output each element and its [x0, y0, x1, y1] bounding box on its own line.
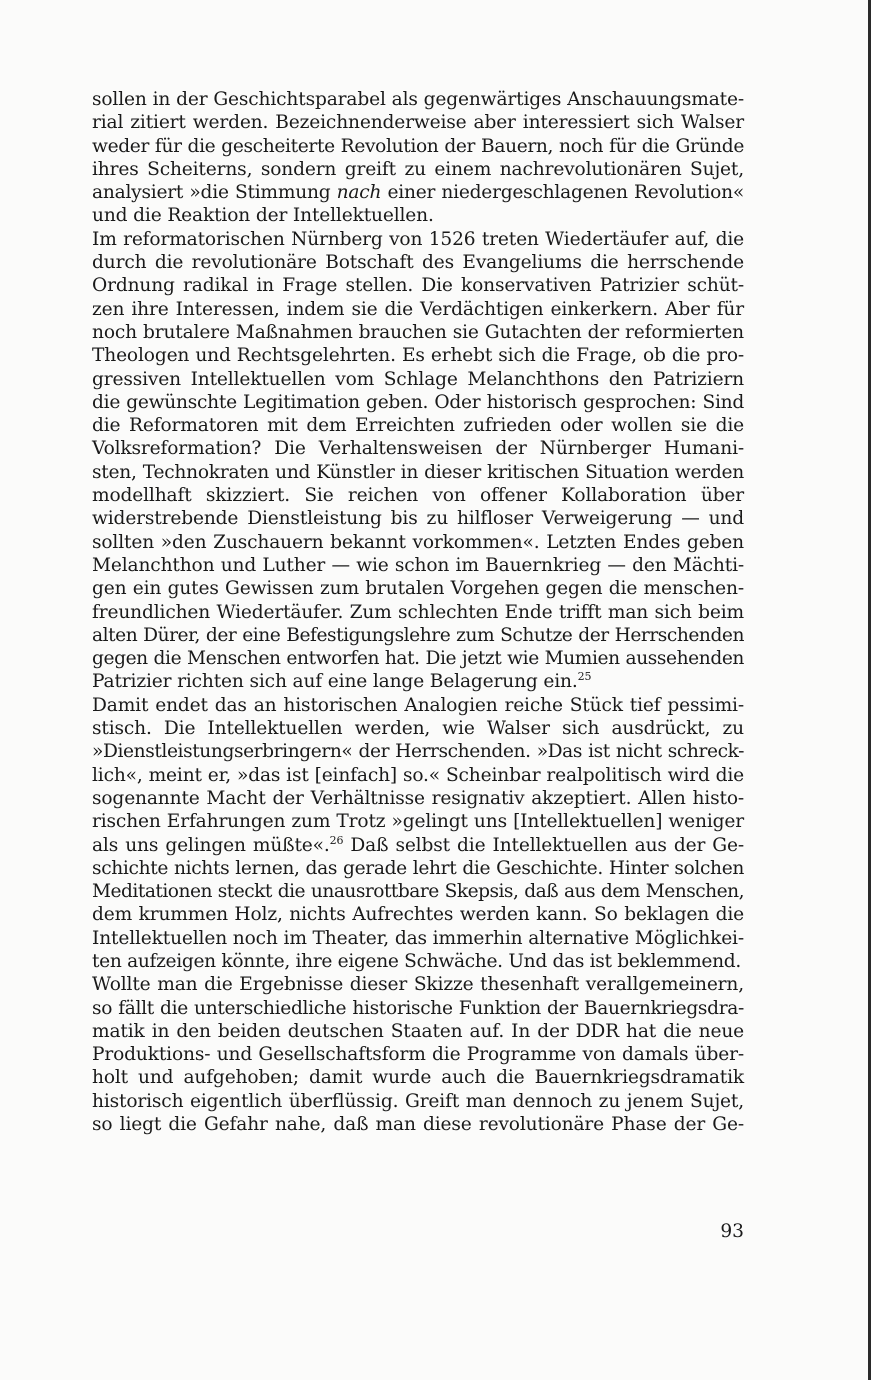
text-line: noch brutalere Maßnahmen brauchen sie Gutachten der reformierten [92, 321, 744, 343]
text-segment: Daß selbst die Intellektuellen aus der Ge- [343, 834, 744, 856]
text-line: die gewünschte Legitimation geben. Oder historisch gesprochen: Sind [92, 391, 744, 413]
footnote-marker: 26 [329, 833, 344, 847]
text-line: freundlichen Wiedertäufer. Zum schlechten Ende trifft man sich beim [92, 601, 744, 623]
text-line: lich«, meint er, »das ist [einfach] so.« Scheinbar realpolitisch wird die [92, 764, 744, 786]
emphasis-text: nach [336, 182, 382, 204]
text-line: rial zitiert werden. Bezeichnenderweise aber interessiert sich Walser [92, 112, 744, 134]
text-line: sten, Technokraten und Künstler in dieser kritischen Situation werden [92, 461, 744, 483]
text-line: alten Dürer, der eine Befestigungslehre zum Schutze der Herrschenden [92, 624, 744, 646]
text-line: so fällt die unterschiedliche historische Funktion der Bauernkriegsdra- [92, 997, 744, 1019]
text-line: Theologen und Rechtsgelehrten. Es erhebt sich die Frage, ob die pro- [92, 345, 744, 367]
text-line: zen ihre Interessen, indem sie die Verdächtigen einkerkern. Aber für [92, 298, 744, 320]
text-line: gressiven Intellektuellen vom Schlage Melanchthons den Patriziern [92, 368, 744, 390]
text-line: ten aufzeigen könnte, ihre eigene Schwäche. Und das ist beklemmend. [92, 950, 741, 972]
text-line: historisch eigentlich überflüssig. Greift man dennoch zu jenem Sujet, [92, 1090, 744, 1112]
text-line: sollten »den Zuschauern bekannt vorkommen«. Letzten Endes geben [92, 531, 744, 553]
text-segment: als uns gelingen müßte«. [92, 834, 330, 856]
text-line: Ordnung radikal in Frage stellen. Die konservativen Patrizier schüt- [92, 275, 744, 297]
text-line: schichte nichts lernen, das gerade lehrt die Geschichte. Hinter solchen [92, 857, 744, 879]
text-line: Produktions- und Gesellschaftsform die Programme von damals über- [92, 1044, 744, 1066]
text-line [92, 670, 744, 693]
text-line: modellhaft skizziert. Sie reichen von offener Kollaboration über [92, 485, 744, 507]
page-number: 93 [720, 1221, 744, 1242]
text-segment: einer niedergeschlagenen Revolution« [381, 182, 745, 204]
text-line: stisch. Die Intellektuellen werden, wie Walser sich ausdrückt, zu [92, 718, 744, 740]
text-line: Volksreformation? Die Verhaltensweisen der Nürnberger Humani- [92, 438, 744, 460]
text-line: sollen in der Geschichtsparabel als gegenwärtiges Anschauungsmate- [92, 89, 744, 110]
text-line: durch die revolutionäre Botschaft des Evangeliums die herrschende [92, 252, 744, 274]
text-segment: Patrizier richten sich auf eine lange Belagerung ein. [92, 671, 578, 693]
text-line: Im reformatorischen Nürnberg von 1526 treten Wiedertäufer auf, die [92, 228, 744, 250]
text-line: Meditationen steckt die unausrottbare Skepsis, daß aus dem Menschen, [92, 881, 744, 903]
text-line: ihres Scheiterns, sondern greift zu einem nachrevolutionären Sujet, [92, 158, 744, 180]
text-line [92, 834, 744, 857]
footnote-marker: 25 [577, 670, 592, 684]
text-segment: analysiert »die Stimmung [92, 182, 337, 204]
text-line: die Reformatoren mit dem Erreichten zufrieden oder wollen sie die [92, 415, 744, 437]
text-line: weder für die gescheiterte Revolution der Bauern, noch für die Gründe [92, 135, 744, 157]
text-line: sogenannte Macht der Verhältnisse resignativ akzeptiert. Allen histo- [92, 787, 744, 809]
text-line: matik in den beiden deutschen Staaten auf. In der DDR hat die neue [92, 1020, 744, 1042]
text-line: gegen die Menschen entworfen hat. Die jetzt wie Mumien aussehenden [92, 648, 744, 670]
text-line: Damit endet das an historischen Analogien reiche Stück tief pessimi- [92, 694, 744, 716]
text-line: Intellektuellen noch im Theater, das immerhin alternative Möglichkei- [92, 927, 744, 949]
text-line: und die Reaktion der Intellektuellen. [92, 205, 434, 227]
text-line: gen ein gutes Gewissen zum brutalen Vorgehen gegen die menschen- [92, 578, 744, 600]
text-line: dem krummen Holz, nichts Aufrechtes werden kann. So beklagen die [92, 904, 744, 926]
text-line: Wollte man die Ergebnisse dieser Skizze thesenhaft verallgemeinern, [92, 974, 744, 996]
text-line: widerstrebende Dienstleistung bis zu hilfloser Verweigerung — und [92, 508, 744, 530]
text-line: »Dienstleistungserbringern« der Herrschenden. »Das ist nicht schreck- [92, 741, 744, 763]
text-line: so liegt die Gefahr nahe, daß man diese revolutionäre Phase der Ge- [92, 1114, 744, 1136]
text-line: holt und aufgehoben; damit wurde auch die Bauernkriegsdramatik [92, 1067, 744, 1089]
text-line [92, 181, 744, 204]
text-line: rischen Erfahrungen zum Trotz »gelingt uns [Intellektuellen] weniger [92, 811, 744, 833]
body-text [92, 88, 744, 1136]
text-line: Melanchthon und Luther — wie schon im Bauernkrieg — den Mächti- [92, 554, 744, 576]
